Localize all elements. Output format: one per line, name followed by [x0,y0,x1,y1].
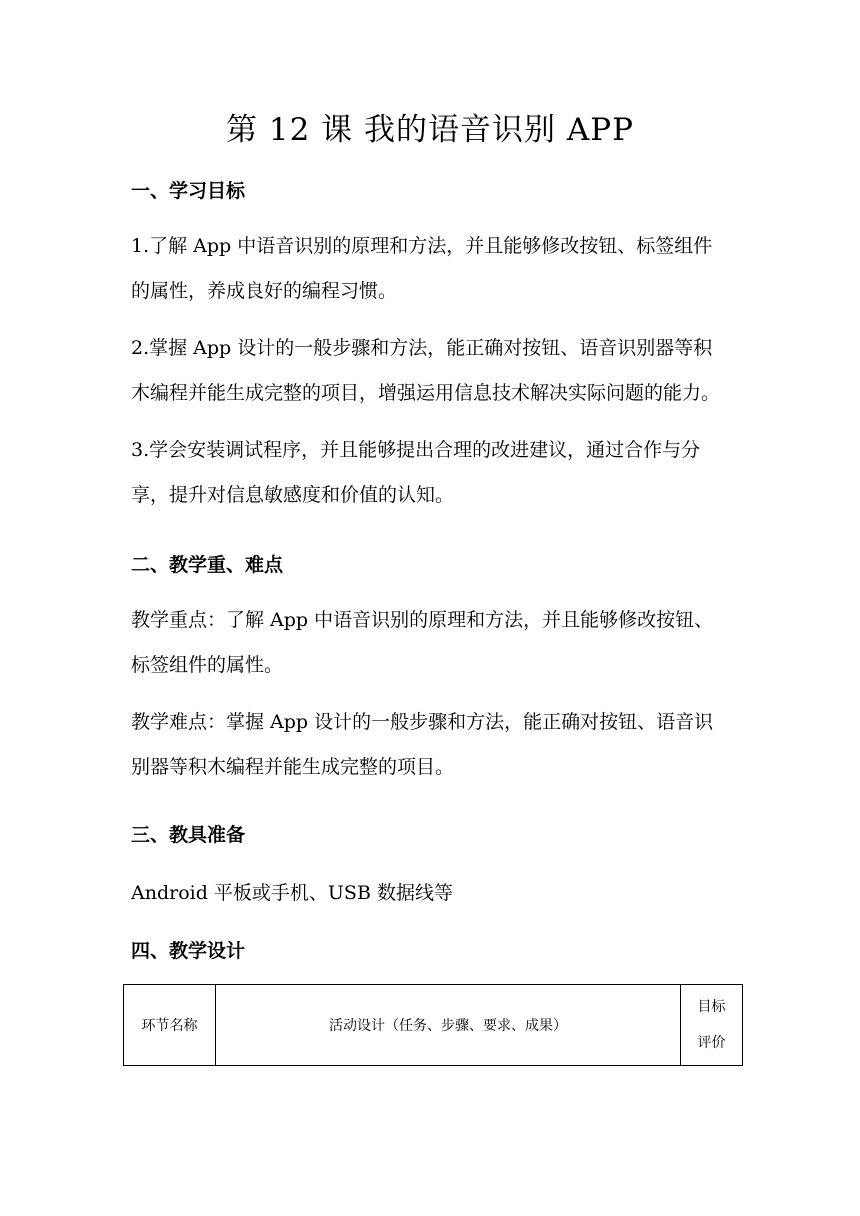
header-cell-activity: 活动设计（任务、步骤、要求、成果） [216,985,681,1066]
objective-1-line-2: 的属性，养成良好的编程习惯。 [131,280,398,302]
design-table [123,984,743,1066]
header-cell-evaluation [681,985,743,1066]
difficulty-line-2: 别器等积木编程并能生成完整的项目。 [131,756,455,778]
objective-3-line-1: 3.学会安装调试程序，并且能够提出合理的改进建议，通过合作与分 [131,439,701,461]
page-title: 第 12 课 我的语音识别 APP [226,112,634,148]
objective-2-line-2: 木编程并能生成完整的项目，增强运用信息技术解决实际问题的能力。 [131,382,721,404]
materials-text: Android 平板或手机、USB 数据线等 [131,882,453,904]
objective-2-line-1: 2.掌握 App 设计的一般步骤和方法，能正确对按钮、语音识别器等积 [131,337,713,359]
objective-1-line-1: 1.了解 App 中语音识别的原理和方法，并且能够修改按钮、标签组件 [131,235,713,257]
objective-2 [131,326,746,416]
objective-3 [131,428,746,518]
key-point-line-2: 标签组件的属性。 [131,654,284,676]
difficulty [131,700,746,790]
section-heading-design: 四、教学设计 [131,940,246,962]
section-heading-objectives: 一、学习目标 [131,180,246,202]
key-point-line-1: 教学重点：了解 App 中语音识别的原理和方法，并且能够修改按钮、 [131,609,714,631]
objective-1 [131,224,746,314]
difficulty-line-1: 教学难点：掌握 App 设计的一般步骤和方法，能正确对按钮、语音识 [131,711,714,733]
header-cell-evaluation-line-2: 评价 [697,1035,726,1051]
header-cell-evaluation-line-1: 目标 [697,999,726,1015]
header-cell-stage: 环节名称 [124,985,216,1066]
key-point [131,598,746,688]
section-heading-materials: 三、教具准备 [131,824,246,846]
table-header-row [124,985,743,1066]
objective-3-line-2: 享，提升对信息敏感度和价值的认知。 [131,484,455,506]
section-heading-key-points: 二、教学重、难点 [131,554,284,576]
